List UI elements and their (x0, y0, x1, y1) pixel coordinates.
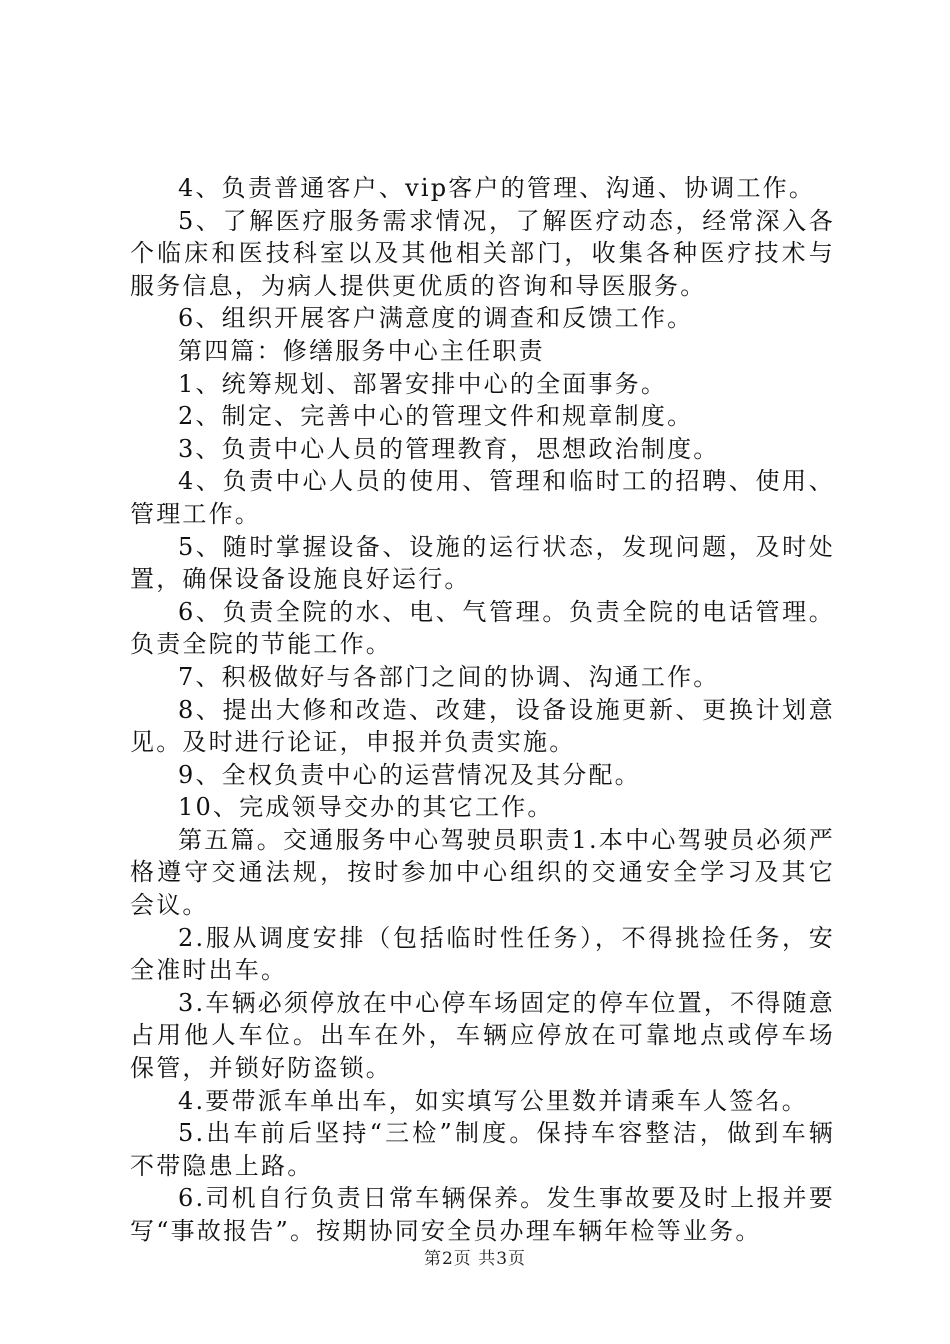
paragraph-duty-4: 4、负责中心人员的使用、管理和临时工的招聘、使用、管理工作。 (130, 467, 835, 528)
paragraph-item-6-satisfaction: 6、组织开展客户满意度的调查和反馈工作。 (178, 304, 694, 333)
paragraph-duty-10: 10、完成领导交办的其它工作。 (178, 793, 554, 822)
paragraph-duty-3: 3、负责中心人员的管理教育，思想政治制度。 (178, 434, 720, 463)
paragraph-duty-9: 9、全权负责中心的运营情况及其分配。 (178, 760, 641, 789)
paragraph-driver-rule-6: 6.司机自行负责日常车辆保养。发生事故要及时上报并要写“事故报告”。按期协同安全员办理车辆年检等业务。 (130, 1184, 835, 1245)
paragraph-duty-2: 2、制定、完善中心的管理文件和规章制度。 (178, 402, 694, 431)
paragraph-driver-rule-3: 3.车辆必须停放在中心停车场固定的停车位置，不得随意占用他人车位。出车在外，车辆应停放在可靠地点或停车场保管，并锁好防盗锁。 (130, 988, 835, 1083)
paragraph-duty-8: 8、提出大修和改造、改建，设备设施更新、更换计划意见。及时进行论证，申报并负责实施。 (130, 695, 835, 757)
page-number-footer: 第2页 共3页 (423, 1249, 527, 1269)
section-heading-part-four: 第四篇：修缮服务中心主任职责 (178, 336, 545, 365)
paragraph-duty-7: 7、积极做好与各部门之间的协调、沟通工作。 (178, 662, 720, 691)
document-body (130, 172, 835, 1248)
paragraph-driver-rule-4: 4.要带派车单出车，如实填写公里数并请乘车人签名。 (178, 1086, 808, 1115)
paragraph-duty-6: 6、负责全院的水、电、气管理。负责全院的电话管理。负责全院的节能工作。 (130, 597, 835, 659)
section-heading-part-five: 第五篇。交通服务中心驾驶员职责1.本中心驾驶员必须严格遵守交通法规，按时参加中心组织的交通安全学习及其它会议。 (130, 825, 835, 920)
paragraph-item-4-customer: 4、负责普通客户、vip客户的管理、沟通、协调工作。 (178, 174, 816, 202)
paragraph-duty-5: 5、随时掌握设备、设施的运行状态，发现问题，及时处置，确保设备设施良好运行。 (130, 532, 835, 594)
paragraph-driver-rule-5: 5.出车前后坚持“三检”制度。保持车容整洁，做到车辆不带隐患上路。 (130, 1119, 835, 1180)
paragraph-driver-rule-2: 2.服从调度安排（包括临时性任务），不得挑捡任务，安全准时出车。 (130, 923, 835, 985)
paragraph-duty-1: 1、统筹规划、部署安排中心的全面事务。 (178, 369, 668, 398)
paragraph-item-5-medical-info: 5、了解医疗服务需求情况，了解医疗动态，经常深入各个临床和医技科室以及其他相关部门，收集各种医疗技术与服务信息，为病人提供更优质的咨询和导医服务。 (130, 206, 835, 300)
